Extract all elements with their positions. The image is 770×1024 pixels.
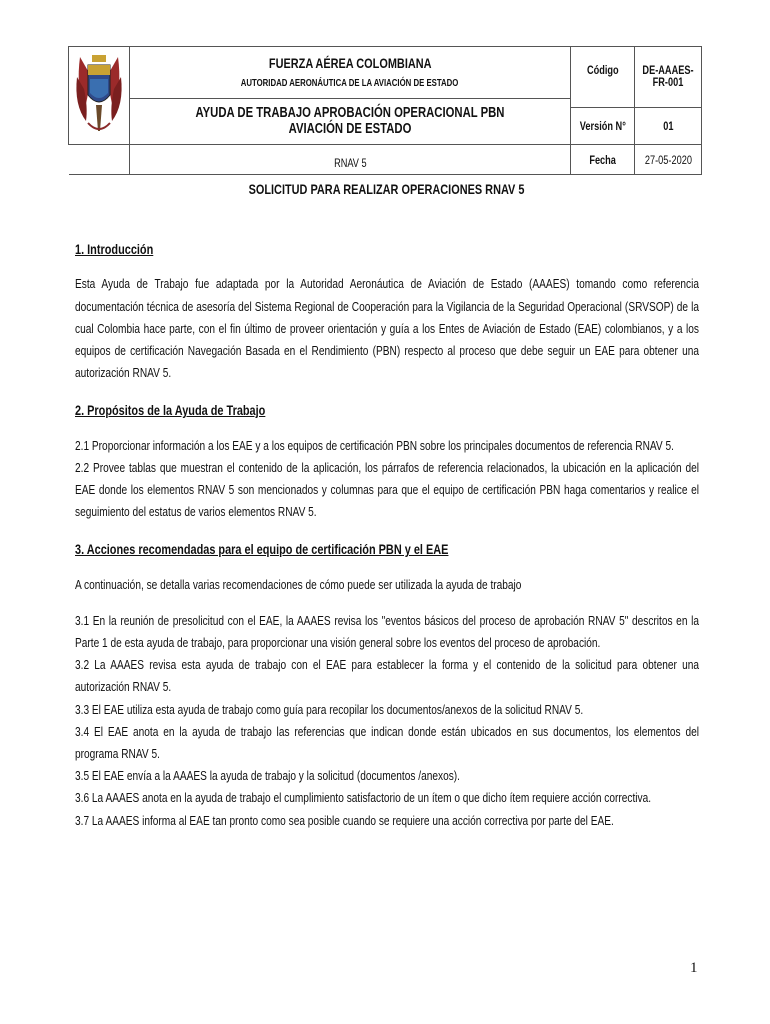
date-label: Fecha [589,154,616,167]
section-3-heading: 3. Acciones recomendadas para el equipo de certificación PBN y el EAE [75,541,449,558]
date-value: 27-05-2020 [644,154,692,167]
section-1-heading: 1. Introducción [75,241,154,258]
organization-name: FUERZA AÉREA COLOMBIANA [268,54,432,71]
page-number: 1 [690,960,698,976]
authority-name: AUTORIDAD AERONÁUTICA DE LA AVIACIÓN DE ESTADO [241,77,459,89]
date-label-cell [571,145,635,175]
section-3-item: 3.2 La AAAES revisa esta ayuda de trabajo con el EAE para establecer la forma y el contenido de la solicitud para obtener una autorización RNAV 5. [75,657,699,695]
section-2-item: 2.1 Proporcionar información a los EAE y a los equipos de certificación PBN sobre los principales documentos de referencia RNAV 5. [75,437,674,453]
document-title-cell [130,99,571,145]
section-3-item: 3.7 La AAAES informa al EAE tan pronto como sea posible cuando se requiere una acción correctiva por parte del EAE. [75,812,614,828]
document-subtitle: RNAV 5 [333,158,367,170]
section-2-item: 2.2 Provee tablas que muestran el contenido de la aplicación, los párrafos de referencia relacionados, la ubicación en la aplicación del EAE donde los elementos RNAV 5 son mencionados y columnas para que el equipo de certificación PBN haga comentarios y realice el seguimiento del estatus de varios elementos RNAV 5. [75,459,699,520]
section-3-item: 3.4 El EAE anota en la ayuda de trabajo las referencias que indican donde están ubicados en sus documentos, los elementos del programa RNAV 5. [75,723,699,762]
document-title: AYUDA DE TRABAJO APROBACIÓN OPERACIONAL PBN AVIACIÓN DE ESTADO [195,105,505,137]
date-value-cell [635,145,702,175]
subtitle-cell [130,145,571,175]
logo-cell [69,47,130,145]
version-value: 01 [662,120,674,133]
coat-of-arms-logo [74,47,124,139]
version-label-cell [571,107,635,144]
organization-cell [130,47,571,99]
logo-spacer [69,145,130,175]
document-body [75,178,698,832]
section-2-heading: 2. Propósitos de la Ayuda de Trabajo [75,402,266,419]
code-value-cell [635,47,702,108]
section-3-item: 3.6 La AAAES anota en la ayuda de trabajo el cumplimiento satisfactorio de un ítem o que dicho ítem requiere acción correctiva. [75,790,652,806]
version-label: Versión N° [579,120,626,133]
section-3-item: 3.3 El EAE utiliza esta ayuda de trabajo como guía para recopilar los documentos/anexos de la solicitud RNAV 5. [75,701,584,717]
section-3-intro: A continuación, se detalla varias recomendaciones de cómo puede ser utilizada la ayuda de trabajo [75,576,522,592]
code-label: Código [586,65,619,77]
code-label-cell [571,47,635,108]
document-header-table [68,46,702,175]
code-value: DE-AAAES-FR-001 [642,65,694,89]
section-3-item: 3.1 En la reunión de presolicitud con el EAE, la AAAES revisa los "eventos básicos del proceso de aprobación RNAV 5" descritos en la Parte 1 de esta ayuda de trabajo, para proporcionar una visión general sobre los eventos del proceso de aprobación. [75,612,699,651]
section-3-item: 3.5 El EAE envía a la AAAES la ayuda de trabajo y la solicitud (documentos /anexos). [75,768,460,784]
section-1-paragraph: Esta Ayuda de Trabajo fue adaptada por la Autoridad Aeronáutica de Aviación de Estado (AAAES) tomando como referencia documentación técnica de asesoría del Sistema Regional de Cooperación para la Vigilancia de la Seguridad Operacional (SRVSOP) de la cual Colombia hace parte, con el fin último de proveer orientación y guía a los Entes de Aviación de Estado (EAE) colombianos, y a los equipos de certificación Navegación Basada en el Rendimiento (PBN) respecto al proceso que debe seguir un EAE para obtener una autorización RNAV 5. [75,276,699,381]
request-title: SOLICITUD PARA REALIZAR OPERACIONES RNAV 5 [248,181,525,197]
version-value-cell [635,107,702,144]
